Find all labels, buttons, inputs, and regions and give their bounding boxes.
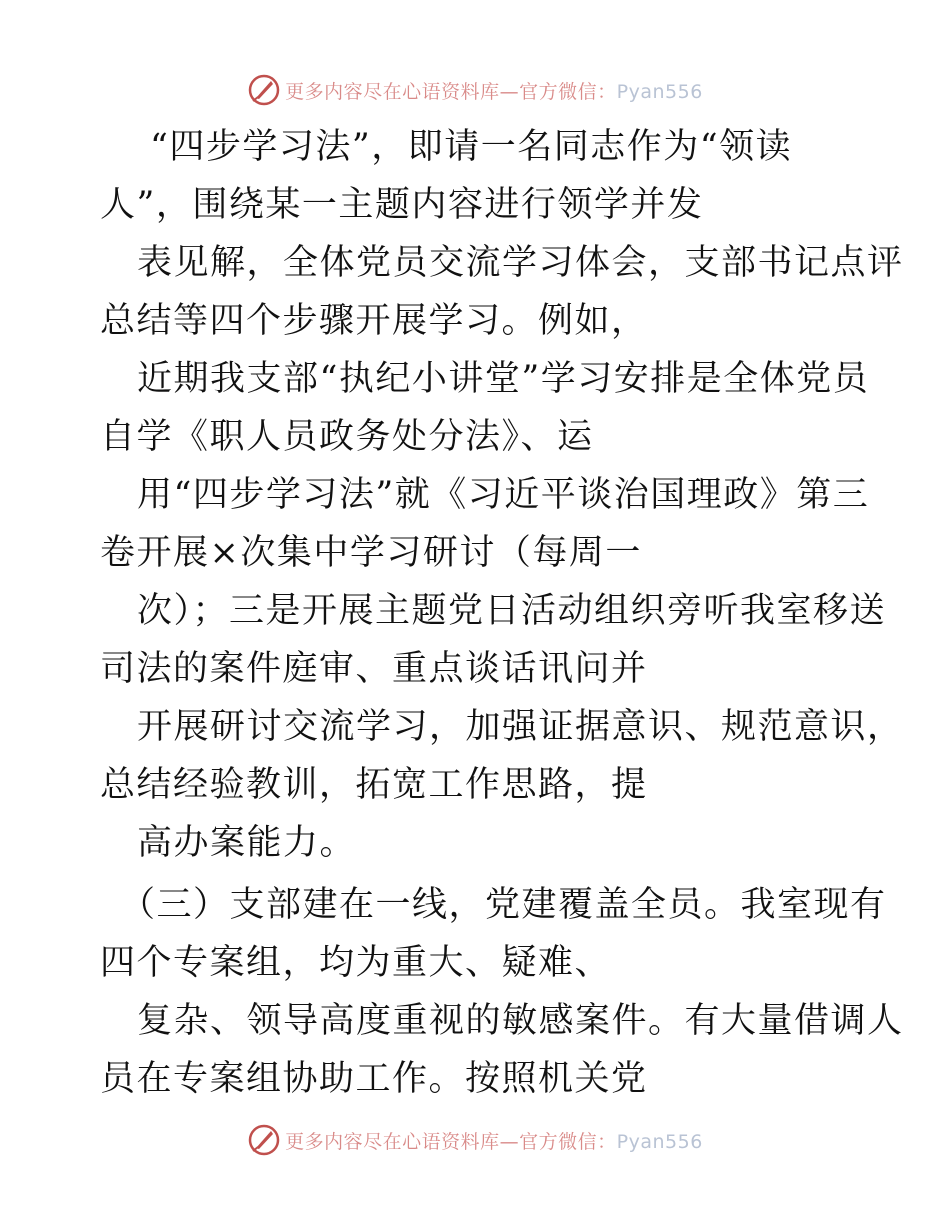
paragraph-line: 员在专案组协助工作。按照机关党 bbox=[100, 1059, 648, 1099]
watermark-text: 更多内容尽在心语资料库—官方微信：Pyan556 bbox=[285, 80, 703, 103]
paragraph-line: 人”，围绕某一主题内容进行领学并发 bbox=[100, 185, 704, 225]
watermark-id: Pyan556 bbox=[616, 1130, 703, 1153]
paragraph-line: （三）支部建在一线，党建覆盖全员。我室现有 bbox=[120, 885, 887, 925]
paragraph-line: 高办案能力。 bbox=[137, 823, 357, 863]
paragraph-line: 近期我支部“执纪小讲堂”学习安排是全体党员 bbox=[137, 359, 870, 399]
watermark-text: 更多内容尽在心语资料库—官方微信：Pyan556 bbox=[285, 1130, 703, 1153]
paragraph-line: 司法的案件庭审、重点谈话讯问并 bbox=[100, 649, 648, 689]
watermark-id: Pyan556 bbox=[616, 80, 703, 103]
paragraph-line: 总结经验教训，拓宽工作思路，提 bbox=[100, 765, 648, 805]
header-watermark bbox=[0, 70, 950, 110]
paragraph-line: 次）；三是开展主题党日活动组织旁听我室移送 bbox=[137, 591, 887, 631]
paragraph-line: 用“四步学习法”就《习近平谈治国理政》第三 bbox=[137, 475, 870, 515]
paragraph-line: 总结等四个步骤开展学习。例如， bbox=[100, 301, 648, 341]
paragraph-line: “四步学习法”，即请一名同志作为“领读 bbox=[150, 127, 793, 167]
footer-watermark bbox=[0, 1120, 950, 1160]
quill-logo-icon bbox=[247, 73, 281, 107]
paragraph-line: 卷开展×次集中学习研讨（每周一 bbox=[100, 533, 642, 573]
paragraph-line: 复杂、领导高度重视的敏感案件。有大量借调人 bbox=[137, 1001, 904, 1041]
paragraph-line: 表见解，全体党员交流学习体会，支部书记点评 bbox=[137, 243, 904, 283]
quill-logo-icon bbox=[247, 1123, 281, 1157]
paragraph-line: 四个专案组，均为重大、疑难、 bbox=[100, 943, 612, 983]
paragraph-line: 开展研讨交流学习，加强证据意识、规范意识， bbox=[137, 707, 904, 747]
paragraph-line: 自学《职人员政务处分法》、运 bbox=[100, 417, 594, 457]
